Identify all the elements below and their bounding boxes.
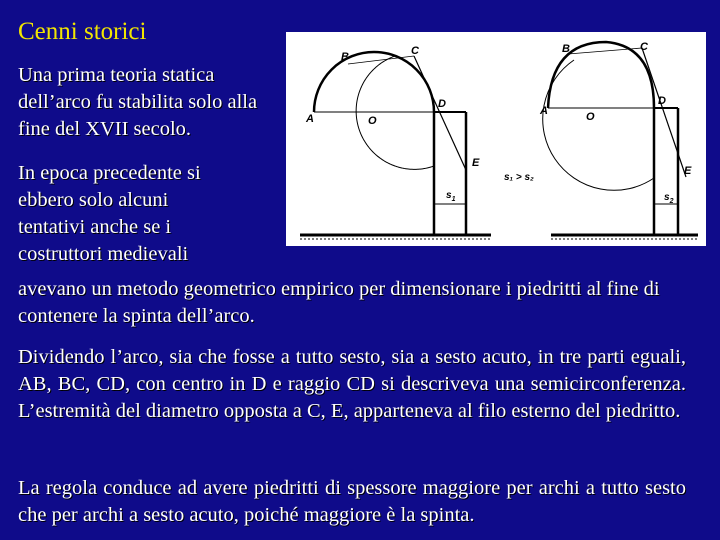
label-E: E (472, 157, 480, 169)
label-relation: s₁ > s₂ (504, 172, 534, 183)
round-arch-diagram (300, 52, 491, 239)
text-line: tentativi anche se i (18, 216, 172, 238)
paragraph-medieval-start (18, 160, 278, 268)
label-O-right: O (586, 111, 595, 123)
paragraph-rule: La regola conduce ad avere piedritti di spessore maggiore per archi a tutto sesto che per archi a sesto acuto, poiché maggiore è la spinta. (18, 477, 686, 526)
label-s: s (664, 192, 670, 203)
label-C-right: C (640, 41, 648, 53)
label-D: D (438, 98, 446, 110)
label-B: B (341, 51, 349, 63)
arch-diagram-svg (286, 32, 706, 246)
pointed-arch-diagram (543, 42, 698, 239)
label-s: s (446, 190, 452, 201)
slide-title: Cenni storici (18, 18, 147, 45)
text-line: costruttori medievali (18, 243, 189, 265)
arch-diagram (286, 32, 706, 246)
label-s1 (446, 190, 456, 203)
label-s2 (664, 192, 674, 205)
paragraph-method: Dividendo l’arco, sia che fosse a tutto sesto, sia a sesto acuto, in tre parti eguali, AB, BC, CD, con centro in D e raggio CD si descriveva una semicirconferenza. L’estremità del diametro opposta a C, E, apparteneva al filo esterno del piedritto. (18, 346, 686, 422)
label-O: O (368, 115, 377, 127)
label-A-right: A (540, 105, 548, 117)
label-D-right: D (658, 95, 666, 107)
label-A: A (306, 113, 314, 125)
label-sub: 1 (451, 196, 456, 203)
label-E-right: E (684, 165, 692, 177)
paragraph-medieval-end: avevano un metodo geometrico empirico per dimensionare i piedritti al fine di contenere la spinta dell’arco. (18, 278, 660, 327)
label-sub: 2 (669, 198, 674, 205)
label-C: C (411, 45, 419, 57)
paragraph-intro: Una prima teoria statica dell’arco fu stabilita solo alla fine del XVII secolo. (18, 64, 258, 140)
text-line: In epoca precedente si (18, 162, 201, 184)
label-B-right: B (562, 43, 570, 55)
text-line: ebbero solo alcuni (18, 189, 169, 211)
